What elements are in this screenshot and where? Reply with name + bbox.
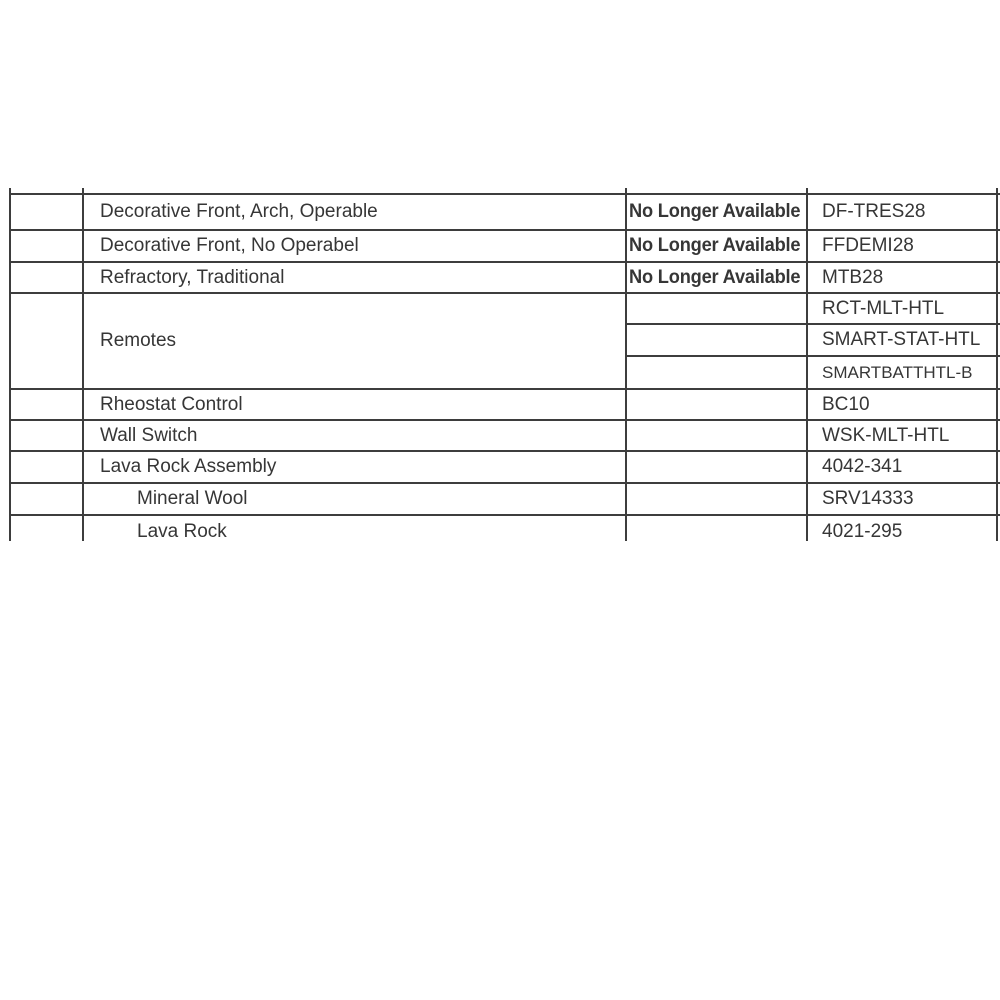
cell-status xyxy=(626,230,807,262)
status-text: No Longer Available xyxy=(629,235,801,256)
status-text: No Longer Available xyxy=(629,266,801,288)
table-row-lava-rock xyxy=(10,515,1000,541)
status-text: No Longer Available xyxy=(629,201,801,222)
table-row-lava-rock-assembly xyxy=(10,451,1000,483)
parts-table xyxy=(9,188,1000,541)
cell-status-empty xyxy=(626,389,807,420)
table-row-rheostat-control xyxy=(10,389,1000,420)
cell-part-number: FFDEMI28 xyxy=(807,230,997,262)
cell-part-number: SMART-STAT-HTL xyxy=(807,324,997,356)
table-row-decorative-front-no-operabel xyxy=(10,230,1000,262)
cell-description: Lava Rock Assembly xyxy=(83,451,626,483)
table-row-wall-switch xyxy=(10,420,1000,451)
table-row-refractory-traditional xyxy=(10,262,1000,293)
cell-description: Wall Switch xyxy=(83,420,626,451)
cell-status-empty xyxy=(626,483,807,515)
parts-table-clip xyxy=(9,188,1000,541)
cell-status-empty xyxy=(626,515,807,541)
cell-blank-col1 xyxy=(10,194,83,230)
cell-status-empty xyxy=(626,356,807,389)
cell-part-number: SRV14333 xyxy=(807,483,997,515)
cell-blank-col1 xyxy=(10,262,83,293)
cell-blank-col1 xyxy=(10,230,83,262)
table-row-decorative-front-arch xyxy=(10,194,1000,230)
cell-blank-col1 xyxy=(10,293,83,389)
cell-blank-col1 xyxy=(10,483,83,515)
cell-part-number: 4021-295 xyxy=(807,515,997,541)
cell-part-number: SMARTBATTHTL-B xyxy=(807,356,997,389)
cell-description: Decorative Front, Arch, Operable xyxy=(83,194,626,230)
cell-part-number: 4042-341 xyxy=(807,451,997,483)
cell-description: Remotes xyxy=(83,293,626,389)
cell-status-empty xyxy=(626,293,807,324)
cell-status xyxy=(626,262,807,293)
cell-status-empty xyxy=(626,324,807,356)
cell-blank-col1 xyxy=(10,515,83,541)
cell-description: Refractory, Traditional xyxy=(83,262,626,293)
cell-description: Decorative Front, No Operabel xyxy=(83,230,626,262)
cell-description: Rheostat Control xyxy=(83,389,626,420)
cell-status-empty xyxy=(626,420,807,451)
cell-status-empty xyxy=(626,451,807,483)
table-row-remotes xyxy=(10,293,1000,324)
cell-part-number: MTB28 xyxy=(807,262,997,293)
cell-part-number: DF-TRES28 xyxy=(807,194,997,230)
cell-part-number: BC10 xyxy=(807,389,997,420)
cell-part-number: WSK-MLT-HTL xyxy=(807,420,997,451)
cell-blank-col1 xyxy=(10,451,83,483)
cell-part-number: RCT-MLT-HTL xyxy=(807,293,997,324)
cell-blank-col1 xyxy=(10,389,83,420)
cell-blank-col1 xyxy=(10,420,83,451)
cell-description: Lava Rock xyxy=(83,515,626,541)
table-row-mineral-wool xyxy=(10,483,1000,515)
cell-description: Mineral Wool xyxy=(83,483,626,515)
cell-status xyxy=(626,194,807,230)
